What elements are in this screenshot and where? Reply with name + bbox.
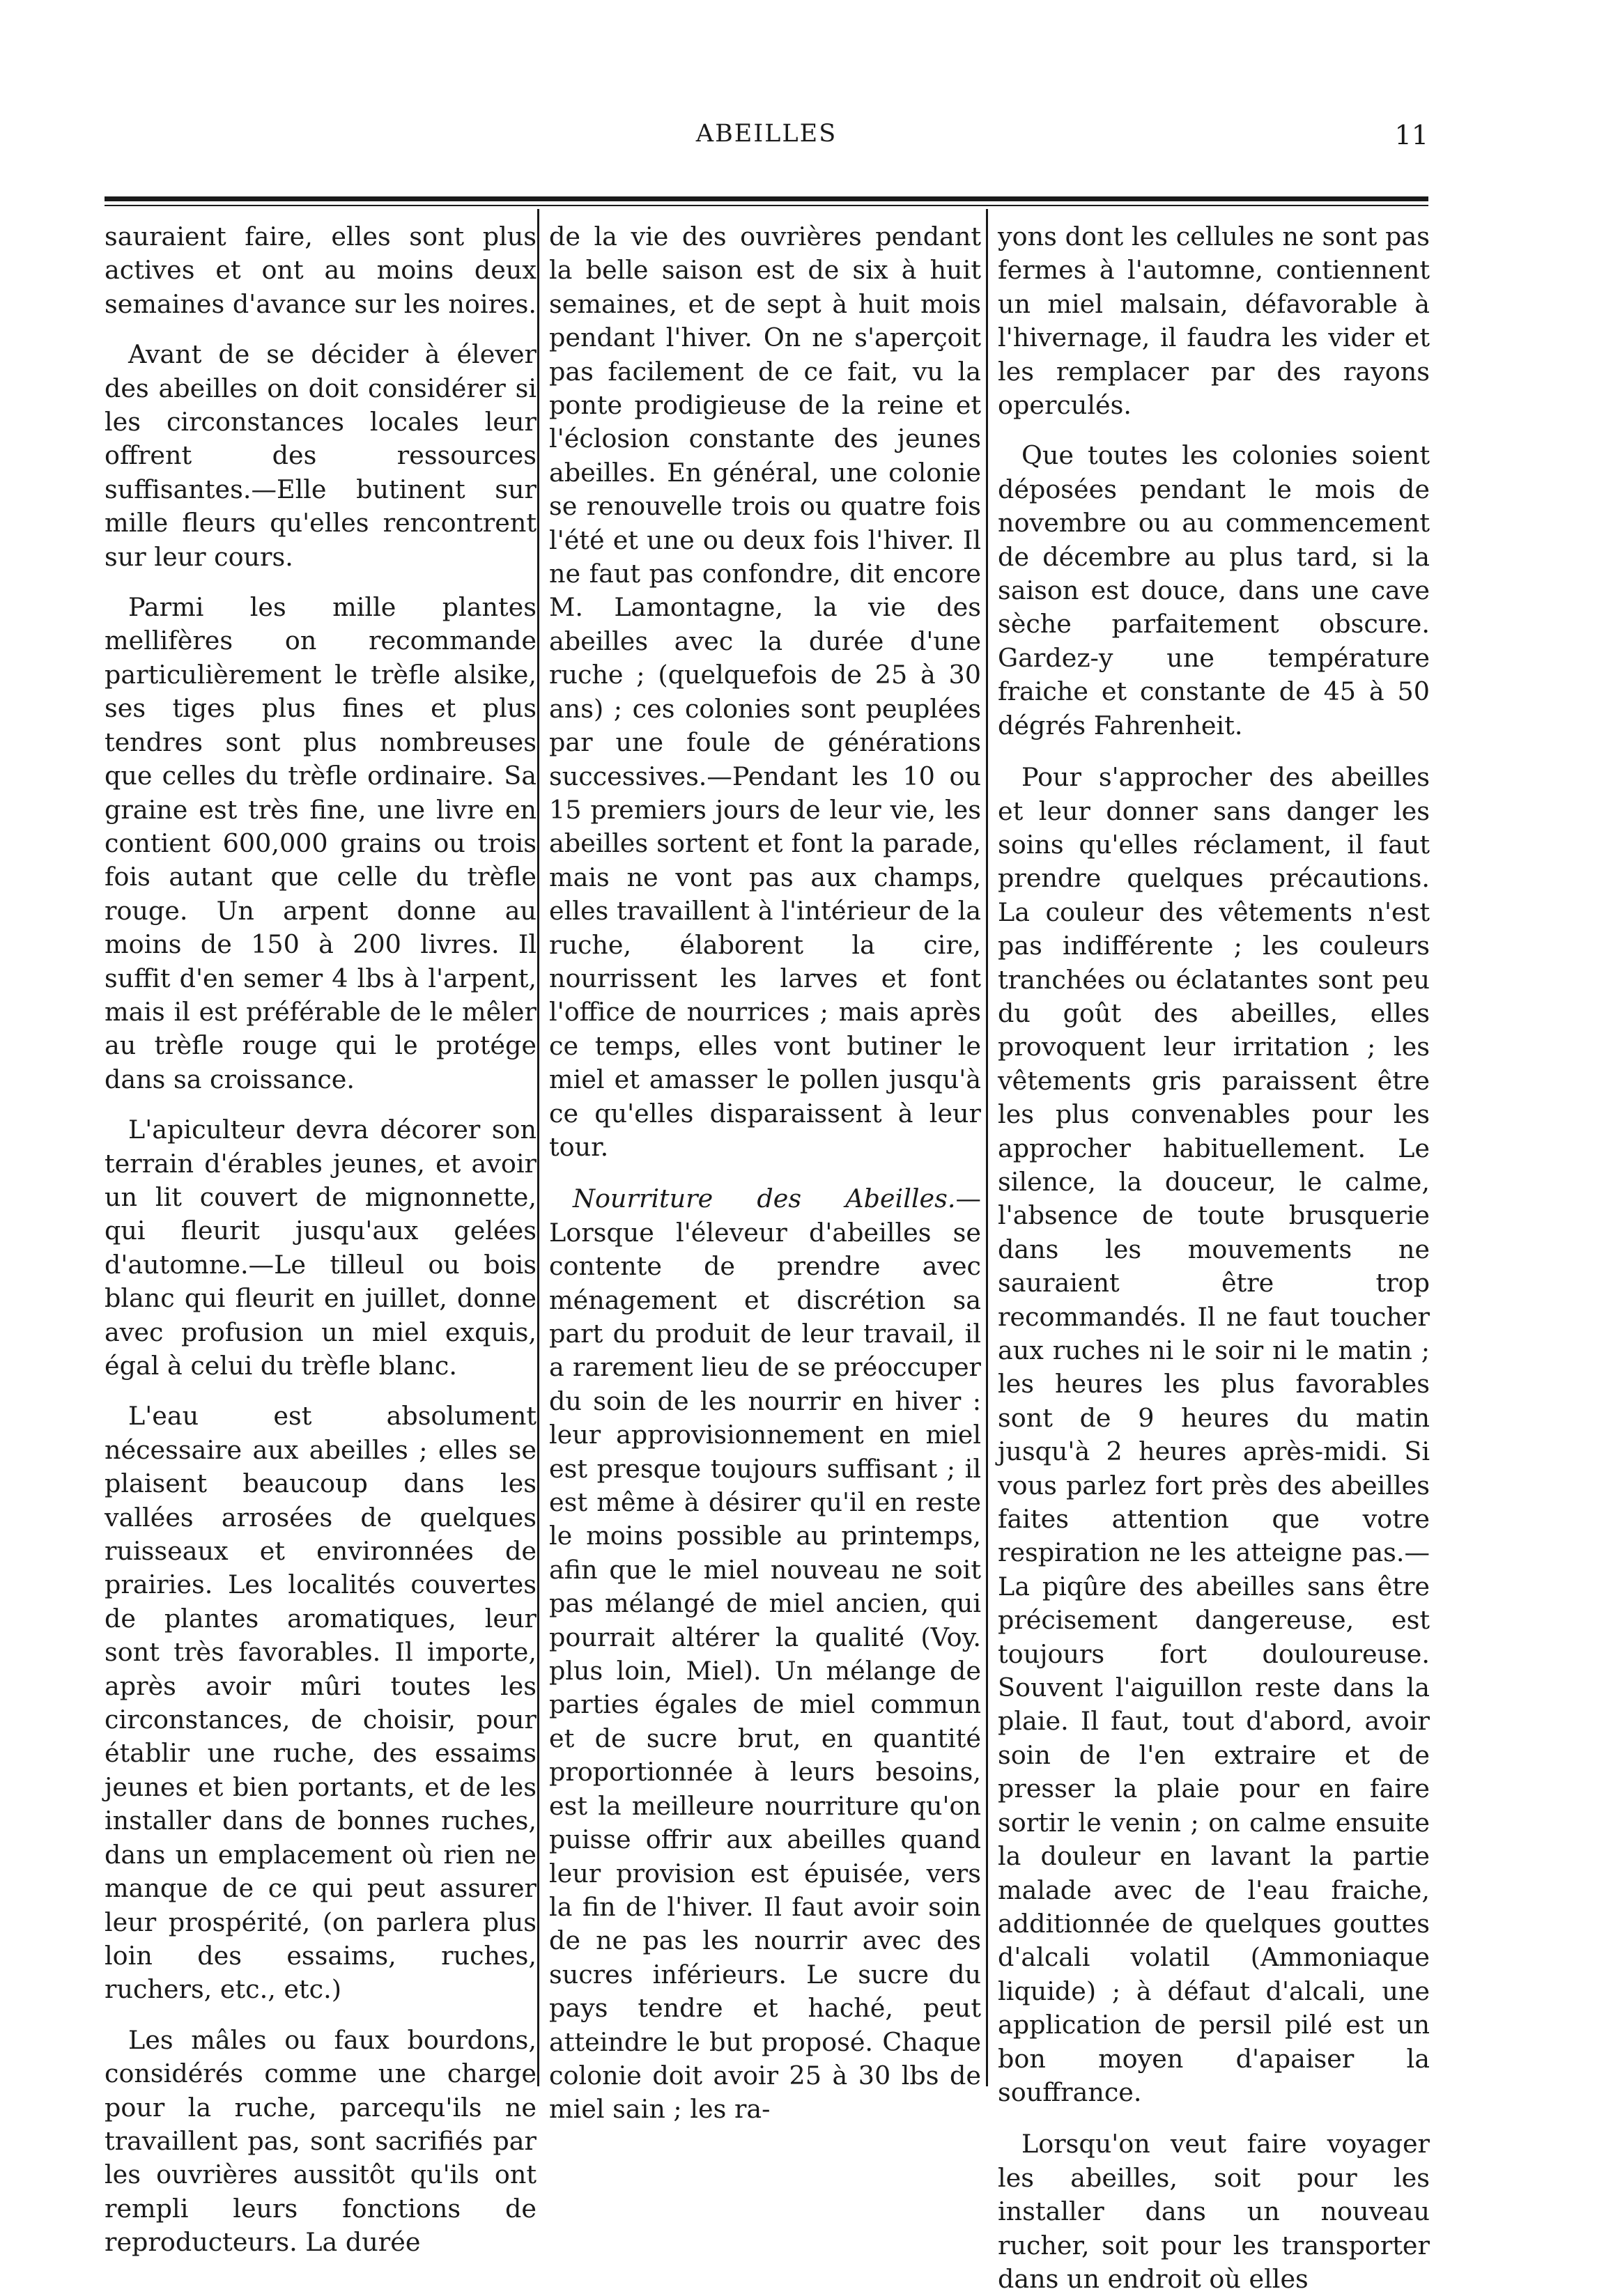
paragraph: sauraient faire, elles sont plus actives et ont au moins deux semaines d'avance sur les noires. bbox=[105, 222, 537, 319]
page-number: 11 bbox=[1394, 120, 1428, 150]
header-rule-thin bbox=[105, 205, 1428, 206]
text-column-1 bbox=[105, 220, 537, 2258]
section-body: —Lorsque l'éleveur d'abeilles se contente de prendre avec ménagement et discrétion sa part du produit de leur travail, il a rarement lieu de se préoccuper du soin de les nourrir en hiver : leur approvisionnement en miel est presque toujours suffisant ; il est même à désirer qu'il en reste le moins possible au printemps, afin que le miel nouveau ne soit pas mélangé de miel ancien, qui pourrait altérer la qualité (Voy. plus loin, Miel). Un mélange de parties égales de miel commun et de sucre brut, en quantité proportionnée à leurs besoins, est la meilleure nourriture qu'on puisse offrir aux abeilles quand leur provision est épuisée, vers la fin de l'hiver. Il faut avoir soin de ne pas les nourrir avec des sucres inférieurs. Le sucre du pays tendre et haché, peut atteindre le but proposé. Chaque colonie doit avoir 25 à 30 lbs de miel sain ; les ra- bbox=[549, 1184, 981, 2125]
column-divider bbox=[986, 209, 988, 2086]
section-title: Nourriture des Abeilles. bbox=[573, 1184, 956, 1214]
page-header bbox=[105, 120, 1428, 169]
running-title: ABEILLES bbox=[695, 120, 838, 148]
paragraph: Parmi les mille plantes mellifères on recommande particulièrement le trèfle alsike, ses tiges plus fines et plus tendres sont plus nombreuses que celles du trèfle ordinaire. Sa graine est très fine, une livre en contient 600,000 grains ou trois fois autant que celle du trèfle rouge. Un arpent donne au moins de 150 à 200 livres. Il suffit d'en semer 4 lbs à l'arpent, mais il est préférable de le mêler au trèfle rouge qui le protége dans sa croissance. bbox=[105, 592, 537, 1094]
paragraph: Avant de se décider à élever des abeilles on doit considérer si les circonstances locales leur offrent des ressources suffisantes.—Elle butinent sur mille fleurs qu'elles rencontrent sur leur cours. bbox=[105, 339, 537, 572]
paragraph: L'eau est absolument nécessaire aux abeilles ; elles se plaisent beaucoup dans les vallées arrosées de quelques ruisseaux et environnées de prairies. Les localités couvertes de plantes aromatiques, leur sont très favorables. Il importe, après avoir mûri toutes les circonstances, de choisir, pour établir une ruche, des essaims jeunes et bien portants, et de les installer dans de bonnes ruches, dans un emplacement où rien ne manque de ce qui peut assurer leur prospérité, (on parlera plus loin des essaims, ruches, ruchers, etc., etc.) bbox=[105, 1401, 537, 2005]
paragraph: yons dont les cellules ne sont pas fermes à l'automne, contiennent un miel malsain, défavorable à l'hivernage, il faudra les vider et les remplacer par des rayons operculés. bbox=[998, 222, 1430, 421]
paragraph: Que toutes les colonies soient déposées pendant le mois de novembre ou au commencement de décembre au plus tard, si la saison est douce, dans une cave sèche parfaitement obscure. Gardez-y une température fraiche et constante de 45 à 50 dégrés Fahrenheit. bbox=[998, 440, 1430, 740]
text-column-3 bbox=[998, 220, 1430, 2294]
text-column-2 bbox=[549, 220, 981, 2125]
paragraph: Lorsqu'on veut faire voyager les abeilles, soit pour les installer dans un nouveau rucher, soit pour les transporter dans un endroit où elles bbox=[998, 2129, 1430, 2294]
paragraph: de la vie des ouvrières pendant la belle saison est de six à huit semaines, et de sept à huit mois pendant l'hiver. On ne s'aperçoit pas facilement de ce fait, vu la ponte prodigieuse de la reine et l'éclosion constante des jeunes abeilles. En général, une colonie se renouvelle trois ou quatre fois l'été et une ou deux fois l'hiver. Il ne faut pas confondre, dit encore M. Lamontagne, la vie des abeilles avec la durée d'une ruche ; (quelquefois de 25 à 30 ans) ; ces colonies sont peuplées par une foule de générations successives.—Pendant les 10 ou 15 premiers jours de leur vie, les abeilles sortent et font la parade, mais ne vont pas aux champs, elles travaillent à l'intérieur de la ruche, élaborent la cire, nourrissent les larves et font l'office de nourrices ; mais après ce temps, elles vont butiner le miel et amasser le pollen jusqu'à ce qu'elles disparaissent à leur tour. bbox=[549, 222, 981, 1162]
section-paragraph bbox=[549, 1182, 981, 2126]
paragraph: Pour s'approcher des abeilles et leur donner sans danger les soins qu'elles réclament, il faut prendre quelques précautions. La couleur des vêtements n'est pas indifférente ; les couleurs tranchées ou éclatantes sont peu du goût des abeilles, elles provoquent leur irritation ; les vêtements gris paraissent être les plus convenables pour les approcher habituellement. Le silence, la douceur, le calme, l'absence de toute brusquerie dans les mouvements ne sauraient être trop recommandés. Il ne faut toucher aux ruches ni le soir ni le matin ; les heures les plus favorables sont de 9 heures du matin jusqu'à 2 heures après-midi. Si vous parlez fort près des abeilles faites attention que votre respiration ne les atteigne pas.—La piqûre des abeilles sans être précisement dangereuse, est toujours fort douloureuse. Souvent l'aiguillon reste dans la plaie. Il faut, tout d'abord, avoir soin de l'en extraire et de presser la plaie pour en faire sortir le venin ; on calme ensuite la douleur en lavant la partie malade avec de l'eau fraiche, additionnée de quelques gouttes d'alcali volatil (Ammoniaque liquide) ; à défaut d'alcali, une application de persil pilé est un bon moyen d'apaiser la souffrance. bbox=[998, 762, 1430, 2107]
paragraph: L'apiculteur devra décorer son terrain d'érables jeunes, et avoir un lit couvert de mignonnette, qui fleurit jusqu'aux gelées d'automne.—Le tilleul ou bois blanc qui fleurit en juillet, donne avec profusion un miel exquis, égal à celui du trèfle blanc. bbox=[105, 1115, 537, 1381]
column-divider bbox=[537, 209, 539, 2086]
paragraph: Les mâles ou faux bourdons, considérés comme une charge pour la ruche, parcequ'ils ne travaillent pas, sont sacrifiés par les ouvrières aussitôt qu'ils ont rempli leurs fonctions de reproducteurs. La durée bbox=[105, 2024, 537, 2258]
header-rule-thick bbox=[105, 196, 1428, 201]
